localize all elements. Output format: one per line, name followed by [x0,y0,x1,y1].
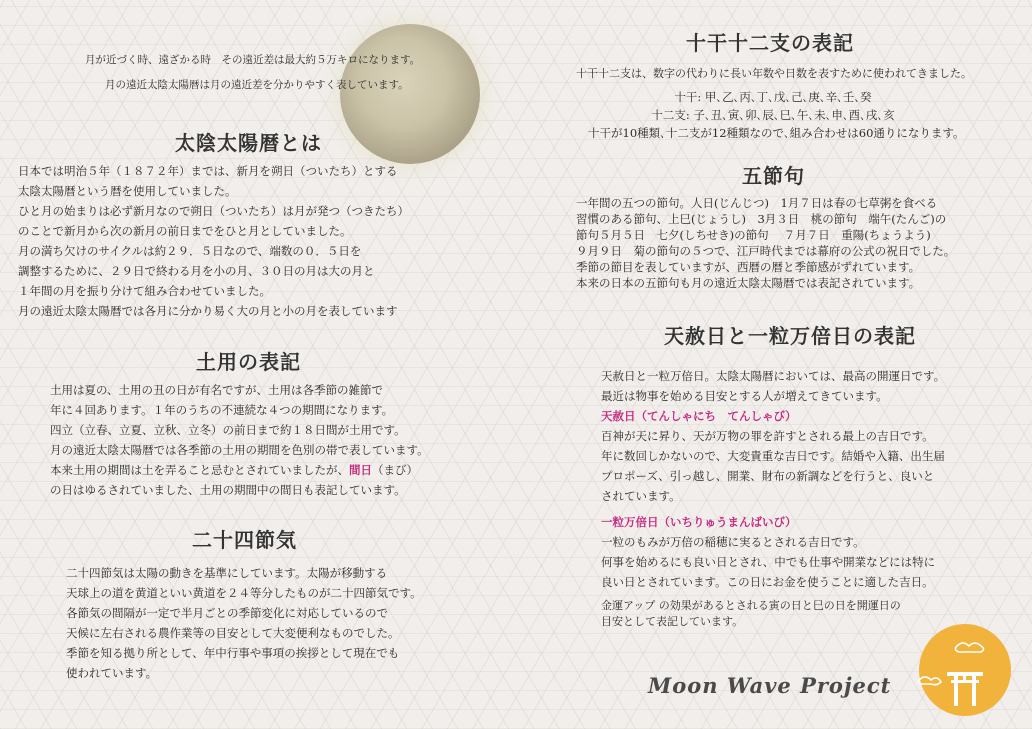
text-line: 十二支: 子､丑､寅､卯､辰､巳､午､未､申､酉､戌､亥 [651,108,895,122]
intro-line: 月が近づく時、遠ざかる時 その遠近差は最大約５万キロになります。 [85,54,421,66]
torii-gate-icon [913,618,1013,718]
tensha-label: 天赦日（てんしゃにち てんしゃび） [601,409,797,423]
text-line: 季節の節目を表していますが、西暦の暦と季節感がずれています。 [576,260,921,274]
text-line: 本来の日本の五節句も月の遠近太陰太陽暦では表記されています。 [576,276,921,290]
section-title: 天赦日と一粒万倍日の表記 [664,324,916,348]
section-body [588,88,965,142]
text-line: 四立（立春、立夏、立秋、立冬）の前日まで約１８日間が土用です。 [50,423,406,437]
text-line: 月の遠近太陰太陽暦では各季節の土用の期間を色別の帯で表しています。 [50,443,429,457]
text-line: 良い日とされています。この日にお金を使うことに適した吉日。 [601,575,934,589]
text-line: 季節を知る拠り所として、年中行事や事項の挨拶として現在でも [66,646,400,660]
text-line: 最近は物事を始める目安とする人が増えてきています。 [601,389,888,403]
text-line: 目安として表記しています。 [601,615,744,628]
text-line: 金運アップ の効果があるとされる寅の日と巳の日を開運日の [601,599,901,612]
section-body [601,366,945,630]
text-line: 一粒のもみが万倍の稲穂に実るとされる吉日です。 [601,535,865,549]
text-line: 天球上の道を黄道といい黄道を２４等分したものが二十四節気です。 [66,586,422,600]
text-line: 二十四節気は太陽の動きを基準にしています。太陽が移動する [66,566,388,580]
text-line: 十干十二支は、数字の代わりに長い年数や日数を表すために使われてきました。 [576,67,972,80]
section-title: 五節句 [742,164,805,188]
text-line: 各節気の間隔が一定で半月ごとの季節変化に対応しているので [66,606,388,620]
text-line: 百神が天に昇り、天が万物の罪を許すとされる最上の吉日です。 [601,429,934,443]
text-line: の日はゆるされていました、土用の期間中の間日も表記しています。 [50,483,406,497]
text-line: 月の遠近太陰太陽暦では各月に分かり易く大の月と小の月を表しています [18,304,398,318]
text-line: 天赦日と一粒万倍日。太陰太陽暦においては、最高の開運日です。 [601,369,946,383]
highlight-mabi: 間日 [349,463,372,477]
text-line: されています。 [601,489,681,503]
text-line: １年間の月を振り分けて組み合わせていました。 [18,284,271,298]
text-line: 使われています。 [66,666,158,680]
text-line: プロポーズ、引っ越し、開業、財布の新調などを行うと、良いと [601,469,935,483]
section-body [66,563,422,683]
section-body [576,195,955,291]
text-line: 月の満ち欠けのサイクルは約２９．５日なので、端数の０．５日を [18,244,362,258]
section-title: 太陰太陽暦とは [175,131,322,155]
text-line: 年に４回あります。１年のうちの不連続な４つの期間になります。 [50,403,394,417]
ichiryu-label: 一粒万倍日（いちりゅうまんばいび） [601,515,797,529]
text-line: 習慣のある節句、上巳(じょうし) 3月３日 桃の節句 端午(たんご)の [576,212,947,226]
text-line: 調整するために、２９日で終わる月を小の月、３０日の月は大の月と [18,264,375,278]
text-line: 日本では明治５年（１８７２年）までは、新月を朔日（ついたち）とする [18,164,398,178]
section-title: 土用の表記 [196,350,301,374]
text-line: 何事を始めるにも良い日とされ、中でも仕事や開業などには特に [601,555,936,569]
intro-line: 月の遠近太陰太陽暦は月の遠近差を分かりやすく表しています。 [105,79,409,91]
section-title: 十干十二支の表記 [686,31,854,55]
text-line: のことで新月から次の新月の前日までをひと月としていました。 [18,224,352,238]
text-line: 十干: 甲､乙､丙､丁､戊､己､庚､辛､壬､癸 [674,90,872,104]
text-segment: 本来土用の期間は土を弄ること忌むとされていましたが、 [50,463,349,477]
text-line: 十干が10種類､十二支が12種類なので､組み合わせは60通りになります。 [588,126,965,140]
brand-logo: Moon Wave Project [648,673,892,698]
text-line: ９月９日 菊の節句の５つで、江戸時代までは幕府の公式の祝日でした。 [576,244,956,258]
section-body [18,161,409,321]
section-title: 二十四節気 [192,528,297,552]
text-line: 太陰太陽暦という暦を使用していました。 [18,184,237,198]
text-line: ひと月の始まりは必ず新月なので朔日（ついたち）は月が発つ（つきたち） [18,204,409,218]
text-line: 土用は夏の、土用の丑の日が有名ですが、土用は各季節の雑節で [50,383,384,397]
text-segment: （まび） [372,463,418,477]
text-line: 天候に左右される農作業等の目安として大変便利なものでした。 [66,626,400,640]
text-line: 一年間の五つの節句。人日(じんじつ) 1月７日は春の七草粥を食べる [576,196,938,210]
text-line: 節句５月５日 七夕(しちせき)の節句 ７月７日 重陽(ちょうよう) [576,228,931,242]
text-line [50,460,429,480]
section-body [50,380,429,500]
text-line: 年に数回しかないので、大変貴重な吉日です。結婚や入籍、出生届 [601,449,945,463]
